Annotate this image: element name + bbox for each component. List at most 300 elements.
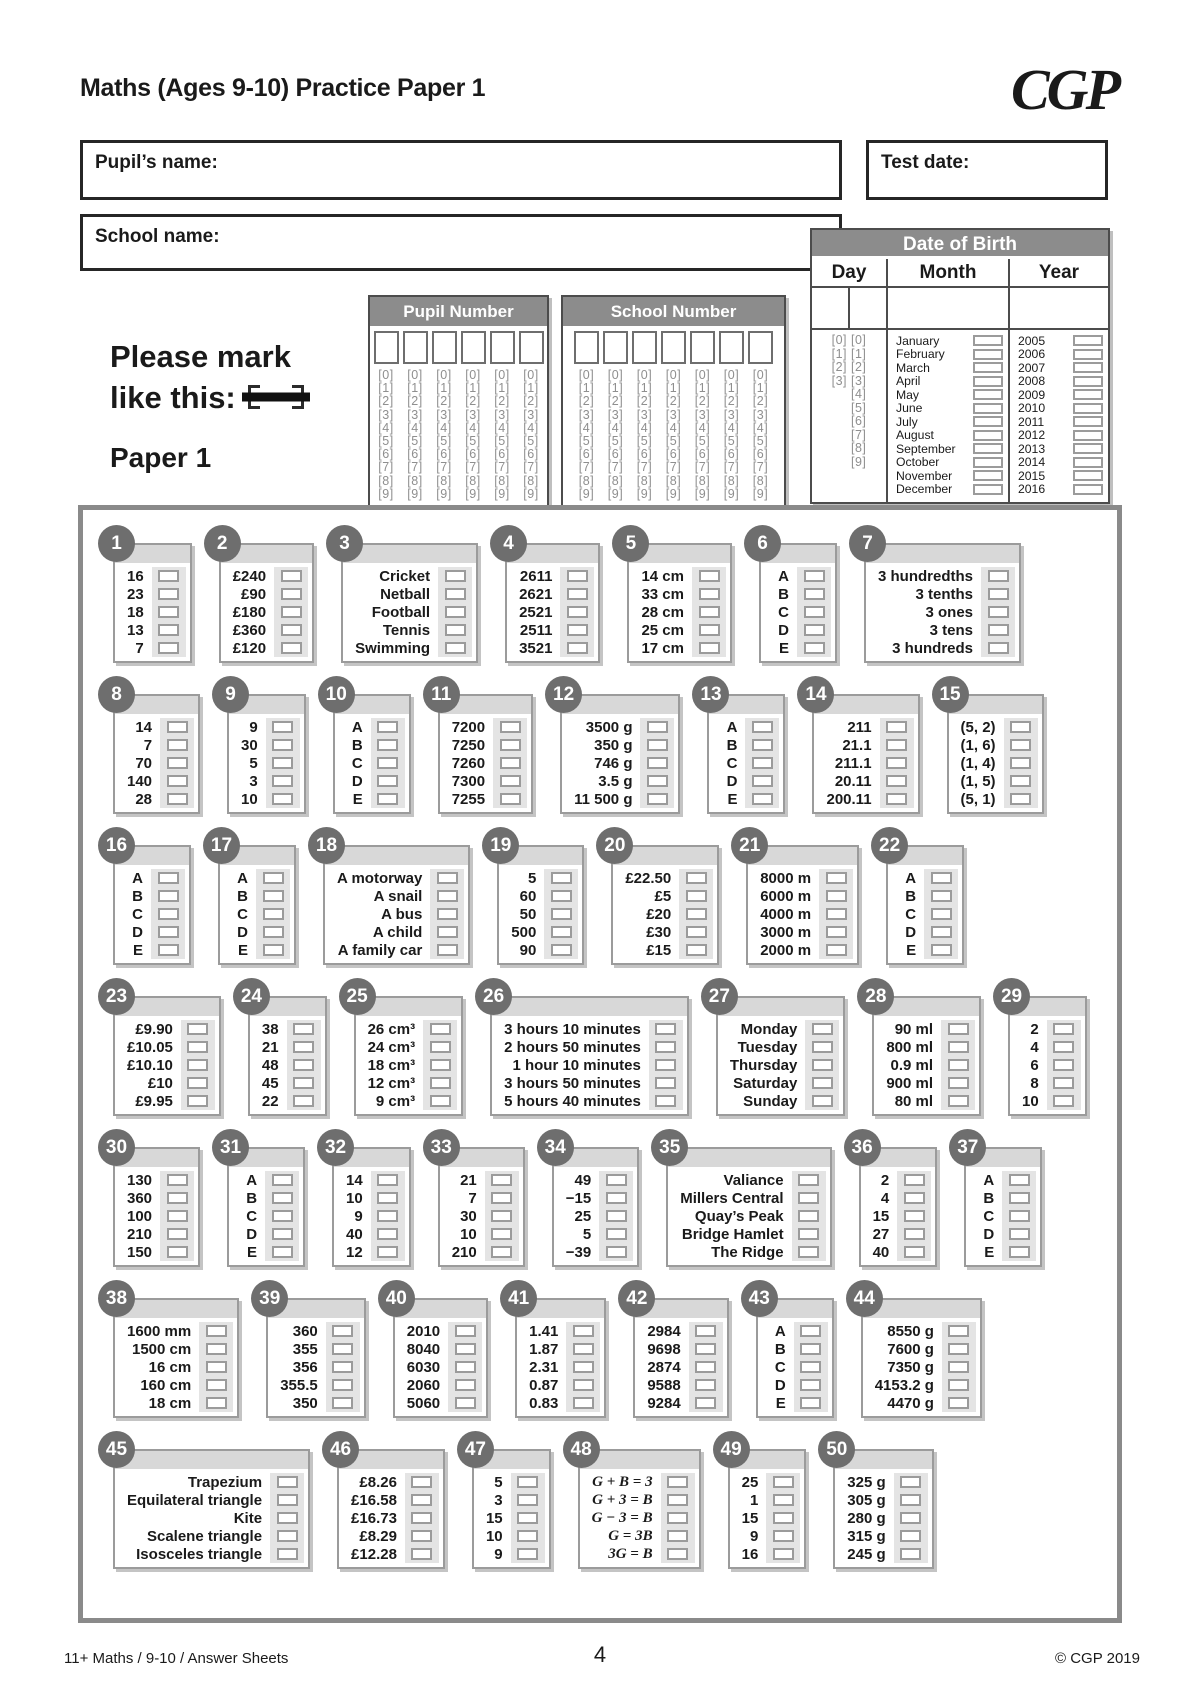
answer-checkbox[interactable]: [573, 1397, 594, 1409]
answer-checkbox[interactable]: [647, 721, 668, 733]
digit-mark[interactable]: [6]: [636, 447, 653, 462]
answer-checkbox[interactable]: [573, 1361, 594, 1373]
digit-mark[interactable]: [2]: [436, 394, 452, 409]
answer-checkbox[interactable]: [455, 1379, 476, 1391]
answer-checkbox[interactable]: [1053, 1077, 1074, 1089]
digit-mark[interactable]: [9]: [407, 486, 423, 501]
answer-checkbox[interactable]: [437, 908, 458, 920]
answer-checkbox[interactable]: [695, 1361, 716, 1373]
answer-checkbox[interactable]: [606, 1192, 627, 1204]
answer-checkbox[interactable]: [551, 944, 572, 956]
answer-checkbox[interactable]: [988, 642, 1009, 654]
digit-mark[interactable]: [0]: [407, 368, 423, 382]
answer-checkbox[interactable]: [272, 1246, 293, 1258]
answer-checkbox[interactable]: [430, 1095, 451, 1107]
answer-checkbox[interactable]: [667, 1476, 688, 1488]
digit-mark[interactable]: [3]: [752, 407, 769, 422]
digit-mark[interactable]: [4]: [723, 420, 740, 435]
answer-checkbox[interactable]: [573, 1379, 594, 1391]
answer-checkbox[interactable]: [272, 757, 293, 769]
answer-checkbox[interactable]: [491, 1210, 512, 1222]
answer-checkbox[interactable]: [293, 1041, 314, 1053]
answer-checkbox[interactable]: [445, 642, 466, 654]
digit-mark[interactable]: [1]: [723, 381, 740, 396]
digit-mark[interactable]: [8]: [436, 473, 452, 488]
answer-checkbox[interactable]: [804, 588, 825, 600]
answer-checkbox[interactable]: [500, 793, 521, 805]
digit-mark[interactable]: [9]: [465, 486, 481, 501]
digit-mark[interactable]: [6]: [436, 447, 452, 462]
month-checkbox[interactable]: [973, 335, 1003, 346]
answer-checkbox[interactable]: [886, 793, 907, 805]
digit-mark[interactable]: [5]: [465, 434, 481, 449]
answer-checkbox[interactable]: [886, 757, 907, 769]
answer-checkbox[interactable]: [695, 1397, 716, 1409]
digit-mark[interactable]: [8]: [752, 473, 769, 488]
digit-mark[interactable]: [8]: [494, 473, 510, 488]
year-checkbox[interactable]: [1073, 376, 1103, 387]
answer-checkbox[interactable]: [500, 775, 521, 787]
year-checkbox[interactable]: [1073, 457, 1103, 468]
year-checkbox[interactable]: [1073, 362, 1103, 373]
answer-checkbox[interactable]: [158, 944, 179, 956]
answer-checkbox[interactable]: [1010, 739, 1031, 751]
answer-checkbox[interactable]: [1009, 1192, 1030, 1204]
answer-checkbox[interactable]: [606, 1210, 627, 1222]
answer-checkbox[interactable]: [699, 588, 720, 600]
digit-mark[interactable]: [4]: [407, 420, 423, 435]
answer-checkbox[interactable]: [752, 793, 773, 805]
answer-checkbox[interactable]: [904, 1246, 925, 1258]
answer-checkbox[interactable]: [158, 606, 179, 618]
answer-checkbox[interactable]: [798, 1210, 819, 1222]
answer-checkbox[interactable]: [377, 775, 398, 787]
digit-mark[interactable]: [7]: [694, 460, 711, 475]
answer-checkbox[interactable]: [1010, 775, 1031, 787]
answer-checkbox[interactable]: [263, 908, 284, 920]
digit-mark[interactable]: [2]: [723, 394, 740, 409]
answer-checkbox[interactable]: [277, 1476, 298, 1488]
answer-checkbox[interactable]: [293, 1095, 314, 1107]
number-entry-cell[interactable]: [603, 331, 628, 364]
answer-checkbox[interactable]: [886, 721, 907, 733]
day-digit-mark[interactable]: [8]: [851, 441, 867, 455]
digit-mark[interactable]: [3]: [607, 407, 624, 422]
answer-checkbox[interactable]: [187, 1095, 208, 1107]
number-entry-cell[interactable]: [432, 331, 457, 364]
number-entry-cell[interactable]: [719, 331, 744, 364]
digit-mark[interactable]: [8]: [723, 473, 740, 488]
digit-mark[interactable]: [6]: [694, 447, 711, 462]
answer-checkbox[interactable]: [699, 624, 720, 636]
answer-checkbox[interactable]: [686, 944, 707, 956]
digit-mark[interactable]: [3]: [665, 407, 682, 422]
year-checkbox[interactable]: [1073, 430, 1103, 441]
answer-checkbox[interactable]: [263, 944, 284, 956]
digit-mark[interactable]: [4]: [665, 420, 682, 435]
digit-mark[interactable]: [5]: [636, 434, 653, 449]
day-digit-mark[interactable]: [7]: [851, 427, 867, 442]
month-checkbox[interactable]: [973, 443, 1003, 454]
digit-mark[interactable]: [6]: [523, 447, 539, 462]
digit-mark[interactable]: [3]: [378, 407, 394, 422]
answer-checkbox[interactable]: [931, 908, 952, 920]
answer-checkbox[interactable]: [573, 1343, 594, 1355]
digit-mark[interactable]: [8]: [378, 473, 394, 488]
digit-mark[interactable]: [2]: [694, 394, 711, 409]
digit-mark[interactable]: [4]: [523, 420, 539, 435]
answer-checkbox[interactable]: [948, 1397, 969, 1409]
answer-checkbox[interactable]: [812, 1059, 833, 1071]
answer-checkbox[interactable]: [167, 757, 188, 769]
answer-checkbox[interactable]: [804, 570, 825, 582]
digit-mark[interactable]: [2]: [665, 394, 682, 409]
day-entry-box[interactable]: [848, 288, 886, 328]
digit-mark[interactable]: [3]: [523, 407, 539, 422]
answer-checkbox[interactable]: [655, 1077, 676, 1089]
digit-mark[interactable]: [5]: [694, 434, 711, 449]
answer-checkbox[interactable]: [1053, 1041, 1074, 1053]
month-checkbox[interactable]: [973, 430, 1003, 441]
answer-checkbox[interactable]: [377, 757, 398, 769]
answer-checkbox[interactable]: [695, 1325, 716, 1337]
answer-checkbox[interactable]: [158, 872, 179, 884]
digit-mark[interactable]: [5]: [752, 434, 769, 449]
answer-checkbox[interactable]: [437, 926, 458, 938]
answer-checkbox[interactable]: [377, 739, 398, 751]
answer-checkbox[interactable]: [900, 1548, 921, 1560]
answer-checkbox[interactable]: [517, 1494, 538, 1506]
answer-checkbox[interactable]: [430, 1041, 451, 1053]
digit-mark[interactable]: [0]: [636, 368, 653, 382]
answer-checkbox[interactable]: [206, 1343, 227, 1355]
day-digit-mark[interactable]: [9]: [851, 454, 867, 469]
answer-checkbox[interactable]: [437, 944, 458, 956]
answer-checkbox[interactable]: [167, 1174, 188, 1186]
answer-checkbox[interactable]: [551, 872, 572, 884]
answer-checkbox[interactable]: [773, 1494, 794, 1506]
answer-checkbox[interactable]: [752, 721, 773, 733]
answer-checkbox[interactable]: [167, 1210, 188, 1222]
answer-checkbox[interactable]: [988, 624, 1009, 636]
answer-checkbox[interactable]: [158, 642, 179, 654]
day-digit-mark[interactable]: [0]: [831, 333, 847, 347]
number-entry-cell[interactable]: [690, 331, 715, 364]
answer-checkbox[interactable]: [517, 1548, 538, 1560]
answer-checkbox[interactable]: [293, 1077, 314, 1089]
answer-checkbox[interactable]: [411, 1548, 432, 1560]
answer-checkbox[interactable]: [647, 757, 668, 769]
digit-mark[interactable]: [2]: [465, 394, 481, 409]
answer-checkbox[interactable]: [272, 721, 293, 733]
answer-checkbox[interactable]: [167, 793, 188, 805]
answer-checkbox[interactable]: [948, 1077, 969, 1089]
answer-checkbox[interactable]: [377, 1192, 398, 1204]
digit-mark[interactable]: [2]: [607, 394, 624, 409]
digit-mark[interactable]: [9]: [636, 486, 653, 501]
answer-checkbox[interactable]: [812, 1077, 833, 1089]
answer-checkbox[interactable]: [517, 1512, 538, 1524]
digit-mark[interactable]: [5]: [378, 434, 394, 449]
answer-checkbox[interactable]: [517, 1530, 538, 1542]
answer-checkbox[interactable]: [686, 890, 707, 902]
answer-checkbox[interactable]: [826, 872, 847, 884]
answer-checkbox[interactable]: [551, 926, 572, 938]
digit-mark[interactable]: [1]: [523, 381, 539, 396]
answer-checkbox[interactable]: [187, 1023, 208, 1035]
year-checkbox[interactable]: [1073, 349, 1103, 360]
answer-checkbox[interactable]: [800, 1325, 821, 1337]
digit-mark[interactable]: [5]: [436, 434, 452, 449]
answer-checkbox[interactable]: [699, 570, 720, 582]
answer-checkbox[interactable]: [1053, 1059, 1074, 1071]
year-checkbox[interactable]: [1073, 416, 1103, 427]
answer-checkbox[interactable]: [931, 926, 952, 938]
answer-checkbox[interactable]: [804, 624, 825, 636]
answer-checkbox[interactable]: [1053, 1095, 1074, 1107]
answer-checkbox[interactable]: [277, 1548, 298, 1560]
digit-mark[interactable]: [0]: [436, 368, 452, 382]
answer-checkbox[interactable]: [377, 793, 398, 805]
answer-checkbox[interactable]: [187, 1059, 208, 1071]
answer-checkbox[interactable]: [1009, 1246, 1030, 1258]
answer-checkbox[interactable]: [206, 1325, 227, 1337]
answer-checkbox[interactable]: [988, 570, 1009, 582]
answer-checkbox[interactable]: [377, 1246, 398, 1258]
answer-checkbox[interactable]: [500, 739, 521, 751]
digit-mark[interactable]: [8]: [694, 473, 711, 488]
answer-checkbox[interactable]: [900, 1530, 921, 1542]
digit-mark[interactable]: [1]: [378, 381, 394, 396]
answer-checkbox[interactable]: [988, 606, 1009, 618]
answer-checkbox[interactable]: [332, 1379, 353, 1391]
digit-mark[interactable]: [5]: [523, 434, 539, 449]
digit-mark[interactable]: [4]: [465, 420, 481, 435]
year-checkbox[interactable]: [1073, 335, 1103, 346]
digit-mark[interactable]: [3]: [407, 407, 423, 422]
answer-checkbox[interactable]: [272, 775, 293, 787]
answer-checkbox[interactable]: [430, 1059, 451, 1071]
month-entry-box[interactable]: [888, 288, 1008, 330]
answer-checkbox[interactable]: [272, 1174, 293, 1186]
answer-checkbox[interactable]: [551, 908, 572, 920]
answer-checkbox[interactable]: [804, 642, 825, 654]
digit-mark[interactable]: [8]: [665, 473, 682, 488]
answer-checkbox[interactable]: [948, 1041, 969, 1053]
answer-checkbox[interactable]: [272, 1192, 293, 1204]
answer-checkbox[interactable]: [655, 1041, 676, 1053]
answer-checkbox[interactable]: [411, 1476, 432, 1488]
answer-checkbox[interactable]: [699, 606, 720, 618]
answer-checkbox[interactable]: [272, 1210, 293, 1222]
answer-checkbox[interactable]: [567, 588, 588, 600]
day-digit-mark[interactable]: [4]: [851, 387, 867, 401]
answer-checkbox[interactable]: [900, 1494, 921, 1506]
answer-checkbox[interactable]: [773, 1476, 794, 1488]
answer-checkbox[interactable]: [773, 1548, 794, 1560]
digit-mark[interactable]: [5]: [578, 434, 595, 449]
number-entry-cell[interactable]: [748, 331, 773, 364]
month-checkbox[interactable]: [973, 403, 1003, 414]
answer-checkbox[interactable]: [1009, 1228, 1030, 1240]
answer-checkbox[interactable]: [606, 1246, 627, 1258]
year-checkbox[interactable]: [1073, 443, 1103, 454]
answer-checkbox[interactable]: [277, 1512, 298, 1524]
digit-mark[interactable]: [3]: [636, 407, 653, 422]
day-digit-mark[interactable]: [1]: [831, 346, 847, 361]
answer-checkbox[interactable]: [411, 1530, 432, 1542]
answer-checkbox[interactable]: [826, 926, 847, 938]
answer-checkbox[interactable]: [281, 606, 302, 618]
answer-checkbox[interactable]: [281, 642, 302, 654]
digit-mark[interactable]: [0]: [378, 368, 394, 382]
answer-checkbox[interactable]: [445, 624, 466, 636]
digit-mark[interactable]: [1]: [694, 381, 711, 396]
number-entry-cell[interactable]: [490, 331, 515, 364]
digit-mark[interactable]: [2]: [636, 394, 653, 409]
answer-checkbox[interactable]: [931, 944, 952, 956]
digit-mark[interactable]: [0]: [752, 368, 769, 382]
answer-checkbox[interactable]: [904, 1228, 925, 1240]
answer-checkbox[interactable]: [752, 757, 773, 769]
digit-mark[interactable]: [1]: [752, 381, 769, 396]
digit-mark[interactable]: [7]: [578, 460, 595, 475]
answer-checkbox[interactable]: [655, 1023, 676, 1035]
day-digit-mark[interactable]: [0]: [851, 333, 867, 347]
digit-mark[interactable]: [7]: [407, 460, 423, 475]
answer-checkbox[interactable]: [812, 1095, 833, 1107]
answer-checkbox[interactable]: [931, 872, 952, 884]
digit-mark[interactable]: [8]: [578, 473, 595, 488]
digit-mark[interactable]: [2]: [378, 394, 394, 409]
answer-checkbox[interactable]: [167, 1192, 188, 1204]
answer-checkbox[interactable]: [667, 1530, 688, 1542]
digit-mark[interactable]: [6]: [723, 447, 740, 462]
answer-checkbox[interactable]: [606, 1228, 627, 1240]
digit-mark[interactable]: [2]: [752, 394, 769, 409]
answer-checkbox[interactable]: [491, 1246, 512, 1258]
answer-checkbox[interactable]: [332, 1325, 353, 1337]
digit-mark[interactable]: [9]: [378, 486, 394, 501]
digit-mark[interactable]: [3]: [723, 407, 740, 422]
digit-mark[interactable]: [4]: [494, 420, 510, 435]
digit-mark[interactable]: [4]: [636, 420, 653, 435]
answer-checkbox[interactable]: [167, 739, 188, 751]
number-entry-cell[interactable]: [661, 331, 686, 364]
digit-mark[interactable]: [6]: [494, 447, 510, 462]
answer-checkbox[interactable]: [167, 1228, 188, 1240]
digit-mark[interactable]: [2]: [523, 394, 539, 409]
digit-mark[interactable]: [7]: [723, 460, 740, 475]
answer-checkbox[interactable]: [206, 1397, 227, 1409]
answer-checkbox[interactable]: [948, 1059, 969, 1071]
answer-checkbox[interactable]: [667, 1548, 688, 1560]
answer-checkbox[interactable]: [686, 926, 707, 938]
answer-checkbox[interactable]: [277, 1530, 298, 1542]
digit-mark[interactable]: [5]: [407, 434, 423, 449]
answer-checkbox[interactable]: [606, 1174, 627, 1186]
answer-checkbox[interactable]: [445, 570, 466, 582]
digit-mark[interactable]: [0]: [523, 368, 539, 382]
answer-checkbox[interactable]: [430, 1023, 451, 1035]
answer-checkbox[interactable]: [263, 890, 284, 902]
answer-checkbox[interactable]: [332, 1361, 353, 1373]
answer-checkbox[interactable]: [752, 739, 773, 751]
answer-checkbox[interactable]: [904, 1174, 925, 1186]
year-checkbox[interactable]: [1073, 484, 1103, 495]
number-entry-cell[interactable]: [574, 331, 599, 364]
answer-checkbox[interactable]: [187, 1041, 208, 1053]
answer-checkbox[interactable]: [773, 1530, 794, 1542]
answer-checkbox[interactable]: [167, 721, 188, 733]
day-digit-mark[interactable]: [3]: [851, 373, 867, 388]
answer-checkbox[interactable]: [798, 1228, 819, 1240]
answer-checkbox[interactable]: [798, 1174, 819, 1186]
digit-mark[interactable]: [1]: [665, 381, 682, 396]
digit-mark[interactable]: [7]: [494, 460, 510, 475]
answer-checkbox[interactable]: [948, 1379, 969, 1391]
digit-mark[interactable]: [7]: [523, 460, 539, 475]
school-name-field[interactable]: [80, 214, 842, 271]
number-entry-cell[interactable]: [374, 331, 399, 364]
month-checkbox[interactable]: [973, 389, 1003, 400]
answer-checkbox[interactable]: [377, 721, 398, 733]
answer-checkbox[interactable]: [800, 1379, 821, 1391]
answer-checkbox[interactable]: [277, 1494, 298, 1506]
answer-checkbox[interactable]: [158, 570, 179, 582]
answer-checkbox[interactable]: [826, 890, 847, 902]
answer-checkbox[interactable]: [491, 1174, 512, 1186]
test-date-field[interactable]: [866, 140, 1108, 200]
digit-mark[interactable]: [9]: [494, 486, 510, 501]
answer-checkbox[interactable]: [798, 1246, 819, 1258]
digit-mark[interactable]: [6]: [407, 447, 423, 462]
digit-mark[interactable]: [5]: [723, 434, 740, 449]
digit-mark[interactable]: [1]: [578, 381, 595, 396]
answer-checkbox[interactable]: [167, 775, 188, 787]
answer-checkbox[interactable]: [272, 793, 293, 805]
answer-checkbox[interactable]: [826, 944, 847, 956]
year-checkbox[interactable]: [1073, 470, 1103, 481]
answer-checkbox[interactable]: [900, 1512, 921, 1524]
answer-checkbox[interactable]: [812, 1041, 833, 1053]
answer-checkbox[interactable]: [800, 1397, 821, 1409]
answer-checkbox[interactable]: [567, 570, 588, 582]
answer-checkbox[interactable]: [948, 1095, 969, 1107]
year-checkbox[interactable]: [1073, 389, 1103, 400]
answer-checkbox[interactable]: [263, 926, 284, 938]
digit-mark[interactable]: [4]: [436, 420, 452, 435]
answer-checkbox[interactable]: [667, 1494, 688, 1506]
answer-checkbox[interactable]: [332, 1397, 353, 1409]
answer-checkbox[interactable]: [988, 588, 1009, 600]
day-digit-mark[interactable]: [2]: [831, 360, 847, 374]
answer-checkbox[interactable]: [800, 1361, 821, 1373]
answer-checkbox[interactable]: [886, 775, 907, 787]
day-digit-mark[interactable]: [6]: [851, 414, 867, 428]
month-checkbox[interactable]: [973, 457, 1003, 468]
answer-checkbox[interactable]: [411, 1512, 432, 1524]
answer-checkbox[interactable]: [430, 1077, 451, 1089]
answer-checkbox[interactable]: [281, 624, 302, 636]
digit-mark[interactable]: [7]: [465, 460, 481, 475]
answer-checkbox[interactable]: [500, 721, 521, 733]
answer-checkbox[interactable]: [455, 1343, 476, 1355]
answer-checkbox[interactable]: [281, 570, 302, 582]
digit-mark[interactable]: [0]: [578, 368, 595, 382]
answer-checkbox[interactable]: [377, 1210, 398, 1222]
digit-mark[interactable]: [1]: [407, 381, 423, 396]
